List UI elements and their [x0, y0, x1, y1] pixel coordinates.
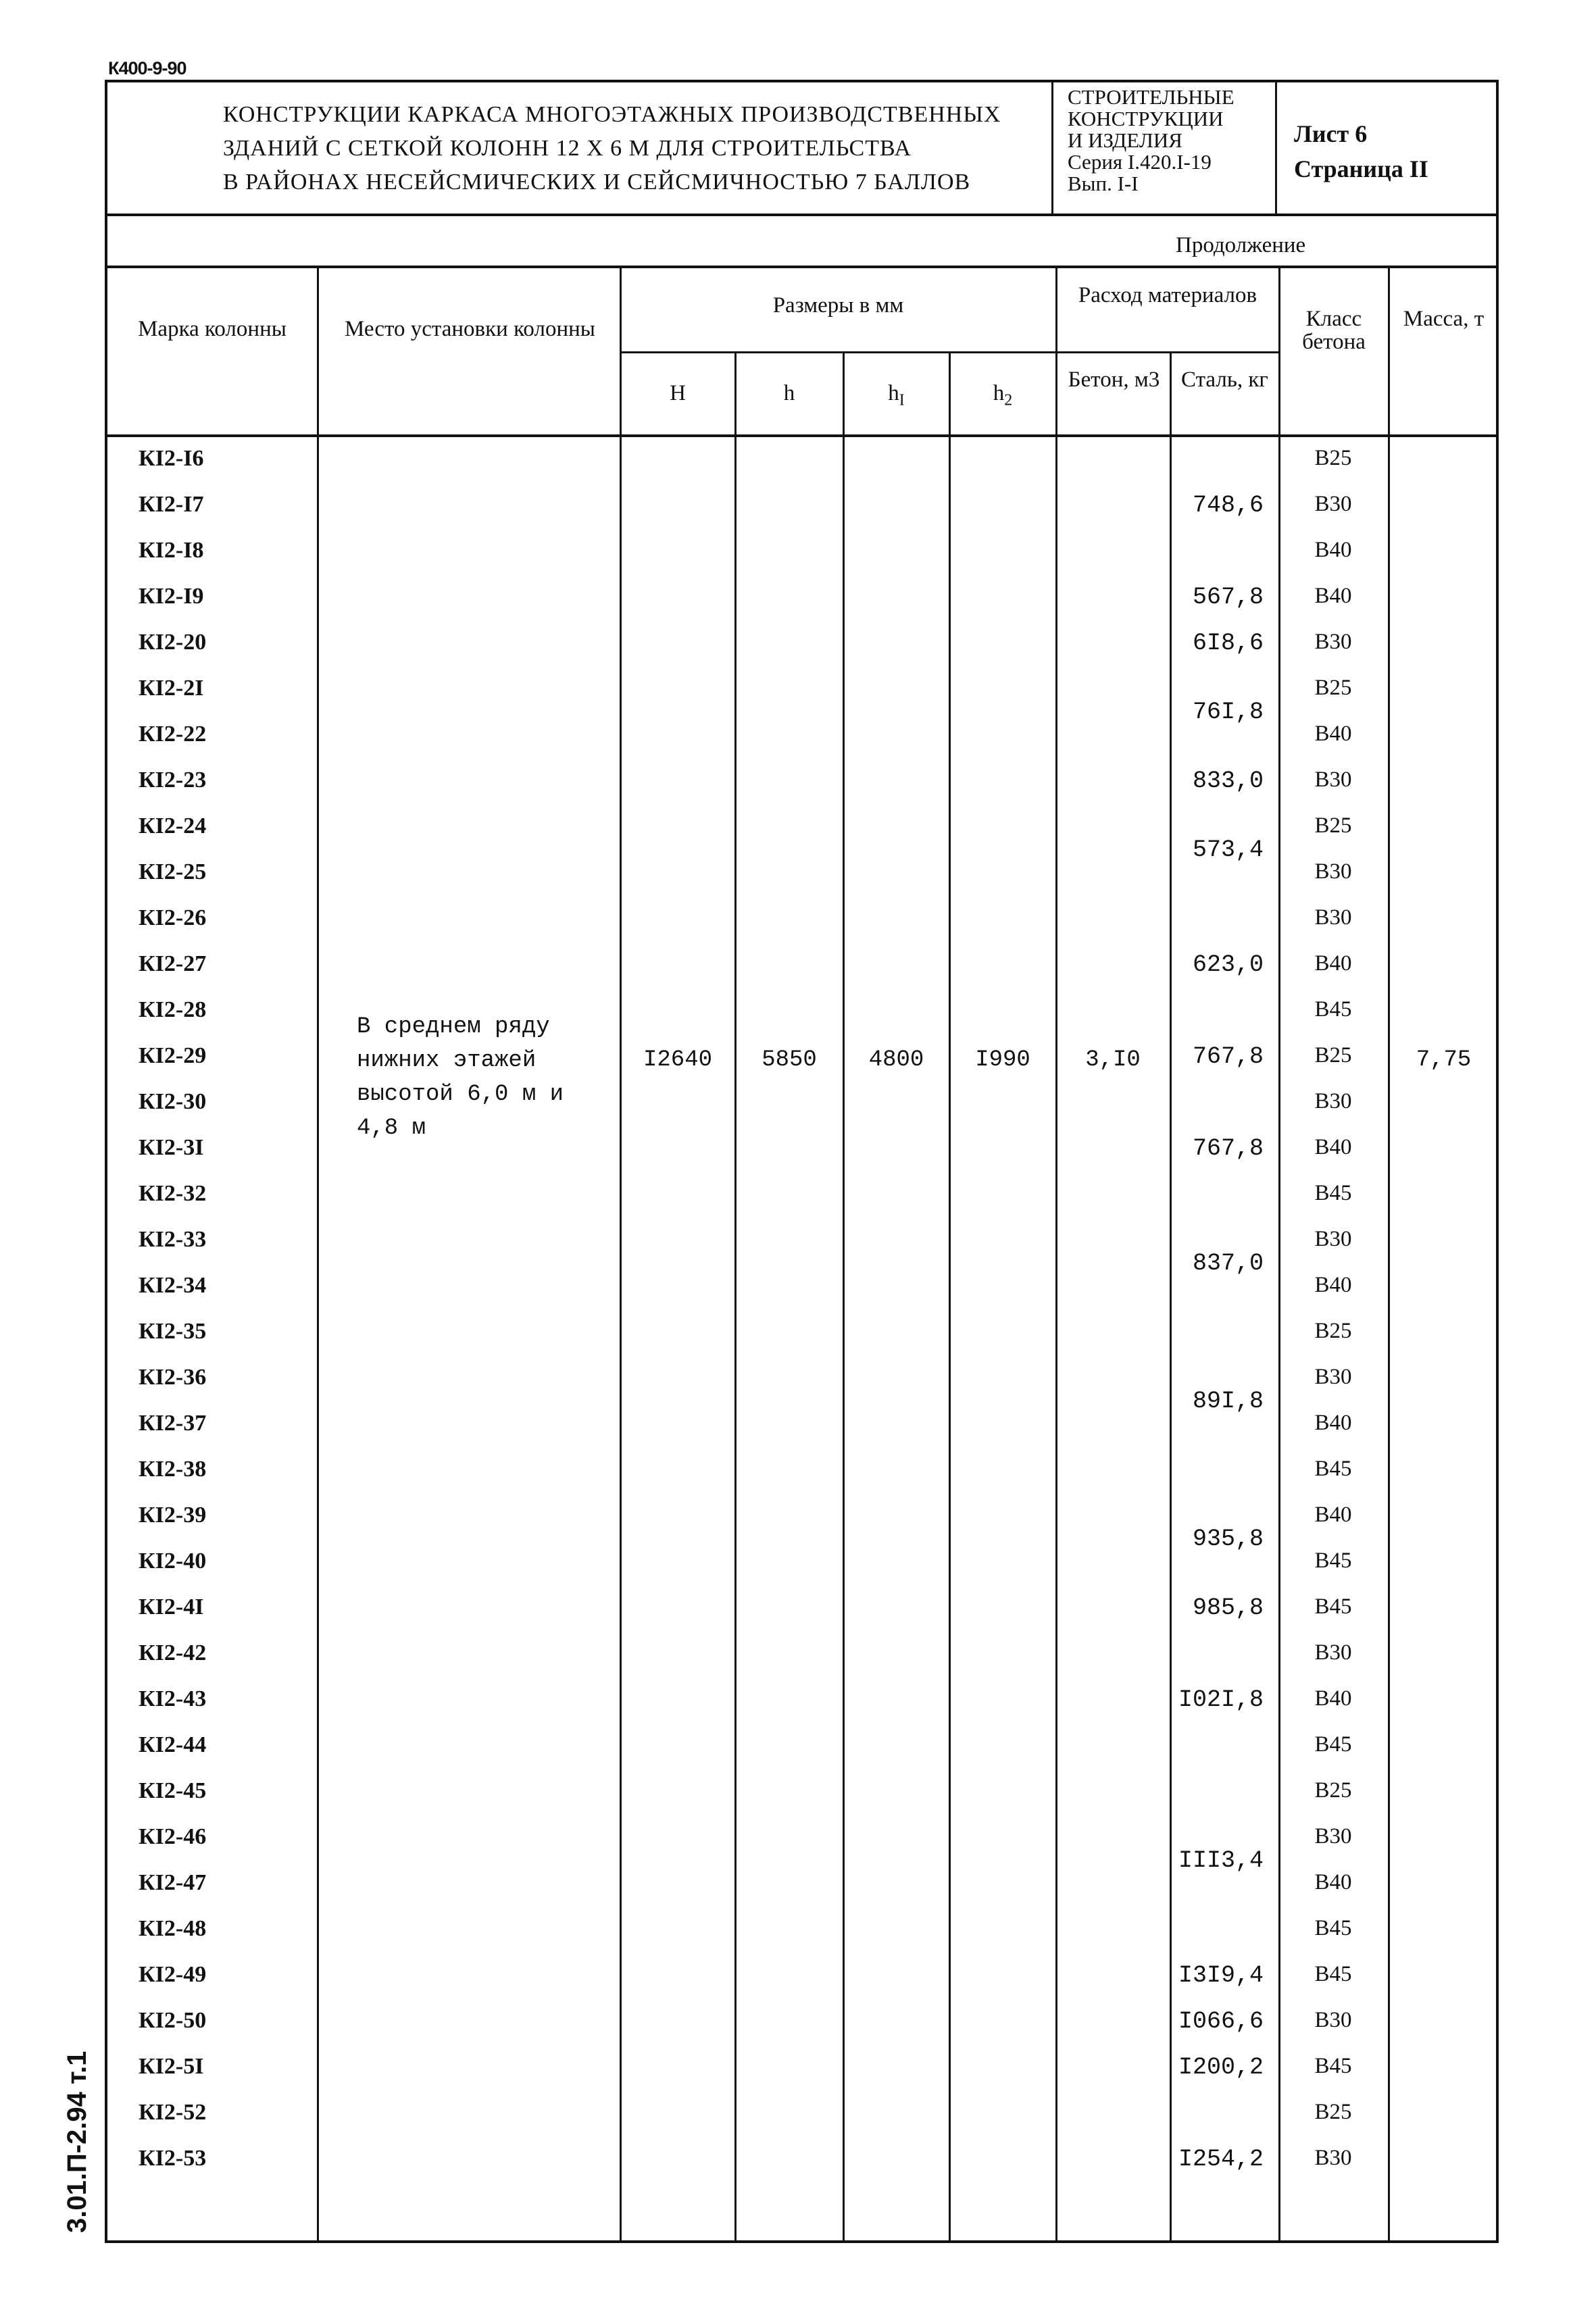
row-concrete-class: В40	[1314, 1273, 1352, 1297]
row-concrete-class: В30	[1314, 2146, 1352, 2170]
series-block	[1068, 86, 1270, 195]
row-concrete-class: В30	[1314, 1640, 1352, 1665]
row-mark: КI2-I9	[139, 584, 204, 609]
row-mark: КI2-22	[139, 722, 207, 747]
column-line	[317, 267, 319, 2243]
row-mark: КI2-42	[139, 1640, 207, 1665]
continuation-label: Продолжение	[1176, 233, 1306, 257]
row-mark: КI2-35	[139, 1319, 207, 1344]
steel-value: 6I8,6	[1192, 630, 1264, 657]
value-H: I2640	[643, 1047, 713, 1073]
row-concrete-class: В45	[1314, 1549, 1352, 1573]
row-concrete-class: В45	[1314, 1962, 1352, 1986]
row-concrete-class: В25	[1314, 1043, 1352, 1067]
column-line	[1278, 267, 1280, 2243]
row-mark: КI2-I6	[139, 446, 204, 471]
title-line-3: В РАЙОНАХ НЕСЕЙСМИЧЕСКИХ И СЕЙСМИЧНОСТЬЮ 7 БАЛЛОВ	[223, 170, 971, 195]
row-mark: КI2-39	[139, 1503, 207, 1528]
row-mark: КI2-28	[139, 997, 207, 1022]
sheet-info	[1294, 116, 1428, 186]
row-mark: КI2-5I	[139, 2054, 204, 2079]
value-concrete: 3,I0	[1085, 1047, 1141, 1073]
row-concrete-class: В30	[1314, 1089, 1352, 1113]
row-mark: КI2-53	[139, 2146, 207, 2171]
installation-place: В среднем ряду нижних этажей высотой 6,0 м и 4,8 м	[357, 1014, 564, 1141]
row-mark: КI2-27	[139, 951, 207, 976]
steel-value: 623,0	[1192, 951, 1264, 978]
row-mark: КI2-47	[139, 1870, 207, 1895]
row-concrete-class: В40	[1314, 1870, 1352, 1894]
row-mark: КI2-50	[139, 2008, 207, 2033]
column-line	[1055, 267, 1057, 2243]
row-mark: КI2-24	[139, 813, 207, 838]
row-concrete-class: В25	[1314, 1778, 1352, 1803]
steel-value: I3I9,4	[1178, 1962, 1264, 1989]
row-mark: КI2-2I	[139, 676, 204, 701]
row-mark: КI2-36	[139, 1365, 207, 1390]
header-dimensions: Размеры в мм	[772, 293, 904, 318]
page-number: Страница II	[1294, 155, 1428, 182]
divider	[1275, 80, 1277, 215]
steel-value: 767,8	[1192, 1043, 1264, 1070]
steel-value: 985,8	[1192, 1594, 1264, 1621]
value-h1: 4800	[868, 1047, 924, 1073]
header-concrete: Бетон, м3	[1068, 368, 1160, 392]
row-concrete-class: В40	[1314, 584, 1352, 608]
row-mark: КI2-3I	[139, 1135, 204, 1160]
row-mark: КI2-38	[139, 1457, 207, 1482]
row-concrete-class: В40	[1314, 951, 1352, 976]
row-mark: КI2-20	[139, 630, 207, 655]
header-h: h	[783, 381, 795, 405]
row-concrete-class: В30	[1314, 1824, 1352, 1848]
row-concrete-class: В25	[1314, 2100, 1352, 2124]
steel-value: 748,6	[1192, 492, 1264, 519]
series-line-1: СТРОИТЕЛЬНЫЕ	[1068, 85, 1235, 109]
document-title	[223, 98, 1034, 199]
column-line	[843, 351, 845, 2243]
steel-value: 567,8	[1192, 584, 1264, 611]
header-h2: $h_2$	[993, 381, 1013, 409]
steel-value: 767,8	[1192, 1135, 1264, 1162]
divider	[1051, 80, 1053, 215]
row-mark: КI2-48	[139, 1916, 207, 1941]
row-mark: КI2-45	[139, 1778, 207, 1803]
row-concrete-class: В25	[1314, 813, 1352, 838]
steel-value: 76I,8	[1192, 699, 1264, 726]
column-line	[734, 351, 737, 2243]
row-concrete-class: В40	[1314, 538, 1352, 562]
value-h: 5850	[762, 1047, 817, 1073]
header-place: Место установки колонны	[345, 317, 595, 341]
row-concrete-class: В25	[1314, 446, 1352, 470]
row-mark: КI2-32	[139, 1181, 207, 1206]
header-mark: Марка колонны	[138, 317, 286, 341]
series-line-4: Серия I.420.I-19	[1068, 150, 1212, 174]
row-mark: КI2-30	[139, 1089, 207, 1114]
steel-value: 935,8	[1192, 1526, 1264, 1553]
row-concrete-class: В30	[1314, 1227, 1352, 1251]
row-concrete-class: В45	[1314, 1732, 1352, 1757]
sheet-number: Лист 6	[1294, 120, 1368, 147]
row-concrete-class: В30	[1314, 859, 1352, 884]
header-mass: Масса, т	[1403, 307, 1485, 331]
steel-value: I066,6	[1178, 2008, 1264, 2035]
column-line	[1388, 267, 1390, 2243]
steel-value: 573,4	[1192, 836, 1264, 863]
header-h1: $h_I$	[888, 381, 905, 409]
row-concrete-class: В45	[1314, 1594, 1352, 1619]
row-concrete-class: В30	[1314, 2008, 1352, 2032]
series-line-5: Вып. I-I	[1068, 172, 1139, 195]
row-concrete-class: В45	[1314, 1181, 1352, 1205]
row-concrete-class: В40	[1314, 1503, 1352, 1527]
row-concrete-class: В30	[1314, 630, 1352, 654]
row-concrete-class: В45	[1314, 997, 1352, 1022]
header-class: Класс бетона	[1302, 307, 1366, 354]
value-mass: 7,75	[1416, 1047, 1472, 1073]
row-mark: КI2-49	[139, 1962, 207, 1987]
row-concrete-class: В40	[1314, 1411, 1352, 1435]
row-concrete-class: В30	[1314, 905, 1352, 930]
row-concrete-class: В30	[1314, 1365, 1352, 1389]
margin-note: 3.01.П-2.94 т.1	[62, 2051, 92, 2233]
row-concrete-class: В30	[1314, 768, 1352, 792]
title-line-2: ЗДАНИЙ С СЕТКОЙ КОЛОНН 12 Х 6 М ДЛЯ СТРОИТЕЛЬСТВА	[223, 136, 912, 161]
row-concrete-class: В25	[1314, 676, 1352, 700]
title-line-1: КОНСТРУКЦИИ КАРКАСА МНОГОЭТАЖНЫХ ПРОИЗВОДСТВЕННЫХ	[223, 102, 1001, 127]
row-mark: КI2-43	[139, 1686, 207, 1711]
column-line	[620, 267, 622, 2243]
row-concrete-class: В45	[1314, 1457, 1352, 1481]
row-mark: КI2-44	[139, 1732, 207, 1757]
row-mark: КI2-I7	[139, 492, 204, 517]
steel-value: 89I,8	[1192, 1388, 1264, 1415]
row-concrete-class: В40	[1314, 722, 1352, 746]
series-line-2: КОНСТРУКЦИИ	[1068, 107, 1224, 130]
steel-value: 837,0	[1192, 1250, 1264, 1277]
row-mark: КI2-23	[139, 768, 207, 793]
series-line-3: И ИЗДЕЛИЯ	[1068, 128, 1182, 152]
row-mark: КI2-52	[139, 2100, 207, 2125]
header-H: H	[670, 381, 686, 405]
divider	[105, 434, 1499, 437]
row-concrete-class: В45	[1314, 1916, 1352, 1940]
steel-value: I02I,8	[1178, 1686, 1264, 1713]
document-code: К400-9-90	[108, 58, 186, 78]
row-mark: КI2-46	[139, 1824, 207, 1849]
row-concrete-class: В25	[1314, 1319, 1352, 1343]
column-line	[949, 351, 951, 2243]
row-mark: КI2-40	[139, 1549, 207, 1574]
row-mark: КI2-34	[139, 1273, 207, 1298]
header-steel: Сталь, кг	[1181, 368, 1268, 392]
steel-value: 833,0	[1192, 768, 1264, 795]
steel-value: I254,2	[1178, 2146, 1264, 2173]
row-mark: КI2-37	[139, 1411, 207, 1436]
steel-value: I200,2	[1178, 2054, 1264, 2081]
steel-value: III3,4	[1178, 1847, 1264, 1874]
row-concrete-class: В40	[1314, 1135, 1352, 1159]
row-mark: КI2-33	[139, 1227, 207, 1252]
row-concrete-class: В30	[1314, 492, 1352, 516]
row-mark: КI2-25	[139, 859, 207, 884]
divider	[105, 266, 1499, 268]
row-concrete-class: В45	[1314, 2054, 1352, 2078]
divider	[105, 213, 1499, 216]
row-mark: КI2-29	[139, 1043, 207, 1068]
header-materials: Расход материалов	[1078, 283, 1257, 307]
row-mark: КI2-4I	[139, 1594, 204, 1619]
row-mark: КI2-26	[139, 905, 207, 930]
row-mark: КI2-I8	[139, 538, 204, 563]
row-concrete-class: В40	[1314, 1686, 1352, 1711]
value-h2: I990	[975, 1047, 1030, 1073]
